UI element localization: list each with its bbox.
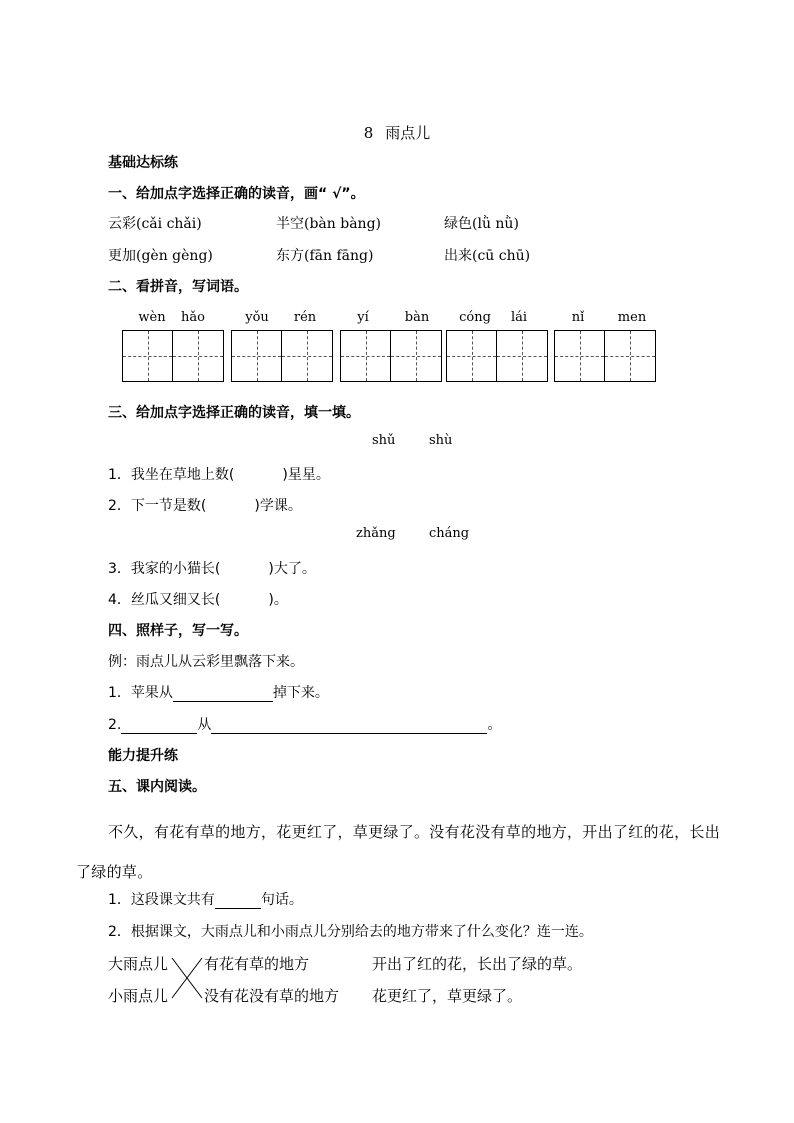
- section-basic-heading: 基础达标练: [108, 155, 178, 171]
- writing-grid[interactable]: [340, 330, 442, 382]
- match-left-item: 小雨点儿: [108, 987, 169, 1005]
- lesson-title: 雨点儿: [385, 124, 431, 142]
- q4-sentence: 2. 从 。: [108, 717, 502, 733]
- pinyin-label: yí: [357, 310, 369, 325]
- pinyin-label: yǒu: [245, 310, 269, 325]
- q1-item: 更加(gèn gèng): [108, 248, 213, 264]
- match-middle-item: 有花有草的地方: [204, 955, 310, 973]
- q3-sentence: 4．丝瓜又细又长( )。: [108, 592, 288, 608]
- match-connecting-lines: [170, 952, 204, 1002]
- q5-question: 1．这段课文共有 句话。: [108, 892, 303, 908]
- lesson-number: 8: [363, 124, 374, 142]
- pinyin-label: cóng: [459, 310, 491, 325]
- q4-heading: 四、照样子，写一写。: [108, 623, 248, 639]
- page-title: [0, 122, 794, 143]
- pinyin-label: hǎo: [181, 310, 205, 325]
- q1-item: 云彩(cǎi chǎi): [108, 216, 202, 232]
- pinyin-option: zhǎng: [356, 526, 396, 541]
- q1-item: 东方(fān fāng): [276, 248, 374, 264]
- writing-grid[interactable]: [446, 330, 548, 382]
- writing-grid[interactable]: [554, 330, 656, 382]
- section-ability-heading: 能力提升练: [108, 748, 178, 764]
- match-left-item: 大雨点儿: [108, 955, 169, 973]
- writing-grid[interactable]: [231, 330, 333, 382]
- match-right-item: 花更红了，草更绿了。: [372, 987, 523, 1005]
- match-middle-item: 没有花没有草的地方: [204, 987, 340, 1005]
- pinyin-label: wèn: [138, 310, 166, 325]
- match-right-item: 开出了红的花，长出了绿的草。: [372, 955, 583, 973]
- pinyin-option: shù: [429, 433, 453, 448]
- answer-blank[interactable]: [121, 717, 197, 734]
- pinyin-label: men: [617, 310, 647, 325]
- pinyin-label: nǐ: [571, 310, 585, 325]
- q4-example: 例：雨点儿从云彩里飘落下来。: [108, 654, 304, 670]
- pinyin-option: shǔ: [372, 433, 396, 448]
- q3-heading: 三、给加点字选择正确的读音，填一填。: [108, 405, 360, 421]
- writing-grid[interactable]: [122, 330, 224, 382]
- q5-question: 2．根据课文，大雨点儿和小雨点儿分别给去的地方带来了什么变化？连一连。: [108, 924, 593, 940]
- q3-sentence: 3．我家的小猫长( )大了。: [108, 561, 316, 577]
- pinyin-option: cháng: [429, 526, 470, 541]
- q3-sentence: 2．下一节是数( )学课。: [108, 498, 302, 514]
- q2-heading: 二、看拼音，写词语。: [108, 279, 248, 295]
- q1-heading: 一、给加点字选择正确的读音，画“ √”。: [108, 186, 365, 202]
- answer-blank[interactable]: [173, 685, 273, 702]
- q1-item: 半空(bàn bàng): [276, 216, 381, 232]
- pinyin-label: bàn: [404, 310, 430, 325]
- q1-item: 出来(cū chū): [444, 248, 531, 264]
- pinyin-label: rén: [293, 310, 317, 325]
- pinyin-label: lái: [510, 310, 528, 325]
- q1-item: 绿色(lǜ nǜ): [444, 216, 519, 232]
- reading-passage: 不久，有花有草的地方，花更红了，草更绿了。没有花没有草的地方，开出了红的花，长出了绿的草。: [76, 823, 721, 881]
- answer-blank[interactable]: [211, 717, 487, 734]
- q3-sentence: 1．我坐在草地上数( )星星。: [108, 467, 330, 483]
- q5-heading: 五、课内阅读。: [108, 779, 206, 795]
- answer-blank[interactable]: [215, 892, 261, 909]
- q4-sentence: 1．苹果从 掉下来。: [108, 685, 329, 701]
